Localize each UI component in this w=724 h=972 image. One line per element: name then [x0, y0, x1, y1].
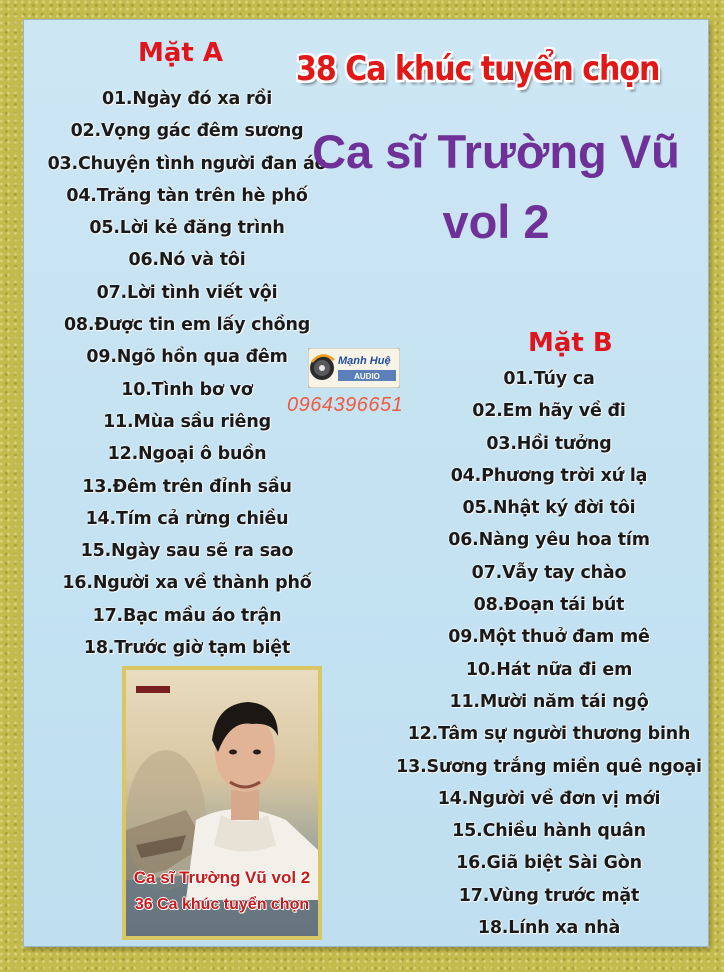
track-item: 03.Hồi tưởng: [486, 433, 612, 454]
track-item: 18.Lính xa nhà: [477, 918, 621, 939]
track-item: 13.Đêm trên đỉnh sầu: [82, 476, 292, 497]
track-item: 06.Nàng yêu hoa tím: [448, 530, 650, 551]
track-item: 02.Em hãy về đi: [472, 401, 626, 422]
volume-title: vol 2: [442, 195, 550, 248]
track-item: 18.Trước giờ tạm biệt: [83, 638, 291, 659]
track-item: 03.Chuyện tình người đan áo: [47, 153, 327, 174]
track-item: 11.Mùa sầu riêng: [103, 411, 271, 432]
headline: 38 Ca khúc tuyển chọn: [296, 49, 660, 90]
track-item: 10.Tình bơ vơ: [121, 379, 253, 400]
track-item: 05.Nhật ký đời tôi: [462, 498, 636, 519]
track-item: 11.Mười năm tái ngộ: [449, 691, 649, 712]
side-a-heading: Mặt A: [138, 38, 224, 68]
track-item: 10.Hát nữa đi em: [465, 659, 633, 680]
side-b-track-list: [384, 363, 714, 944]
track-item: 08.Được tin em lấy chồng: [63, 315, 311, 336]
track-item: 01.Túy ca: [503, 369, 595, 389]
logo-subtext: AUDIO: [354, 372, 380, 381]
phone-number: 0964396651: [287, 394, 404, 416]
track-item: 12.Ngoại ô buồn: [107, 444, 267, 465]
track-item: 05.Lời kẻ đăng trình: [89, 218, 285, 239]
track-item: 13.Sương trắng miền quê ngoại: [396, 756, 702, 777]
track-item: 02.Vọng gác đêm sương: [70, 121, 304, 142]
track-item: 07.Lời tình viết vội: [96, 282, 278, 303]
artist-title: Ca sĩ Trường Vũ: [312, 125, 680, 178]
track-item: 09.Một thuở đam mê: [448, 627, 650, 648]
track-item: 09.Ngõ hồn qua đêm: [86, 347, 288, 368]
track-item: 12.Tâm sự người thương binh: [407, 724, 691, 745]
track-item: 16.Người xa về thành phố: [62, 573, 312, 594]
track-item: 17.Bạc mầu áo trận: [92, 605, 282, 626]
side-b-heading: Mặt B: [528, 328, 613, 358]
track-item: 15.Ngày sau sẽ ra sao: [80, 541, 294, 562]
track-item: 08.Đoạn tái bút: [473, 595, 625, 616]
track-item: 07.Vẫy tay chào: [471, 562, 627, 583]
cover-title: Ca sĩ Trường Vũ vol 2: [133, 868, 311, 887]
logo-text: Mạnh Huệ: [338, 355, 391, 367]
track-item: 04.Phương trời xứ lạ: [450, 465, 648, 486]
track-item: 17.Vùng trước mặt: [458, 885, 640, 906]
track-item: 04.Trăng tàn trên hè phố: [66, 185, 308, 206]
track-item: 06.Nó và tôi: [128, 250, 246, 271]
track-item: 01.Ngày đó xa rồi: [101, 89, 273, 109]
track-item: 16.Giã biệt Sài Gòn: [456, 853, 642, 874]
track-item: 14.Người về đơn vị mới: [437, 788, 661, 809]
track-item: 14.Tím cả rừng chiều: [85, 508, 289, 529]
cover-subtitle: 36 Ca khúc tuyển chọn: [134, 896, 310, 913]
track-item: 15.Chiều hành quân: [452, 821, 646, 842]
album-cover: [122, 666, 322, 940]
